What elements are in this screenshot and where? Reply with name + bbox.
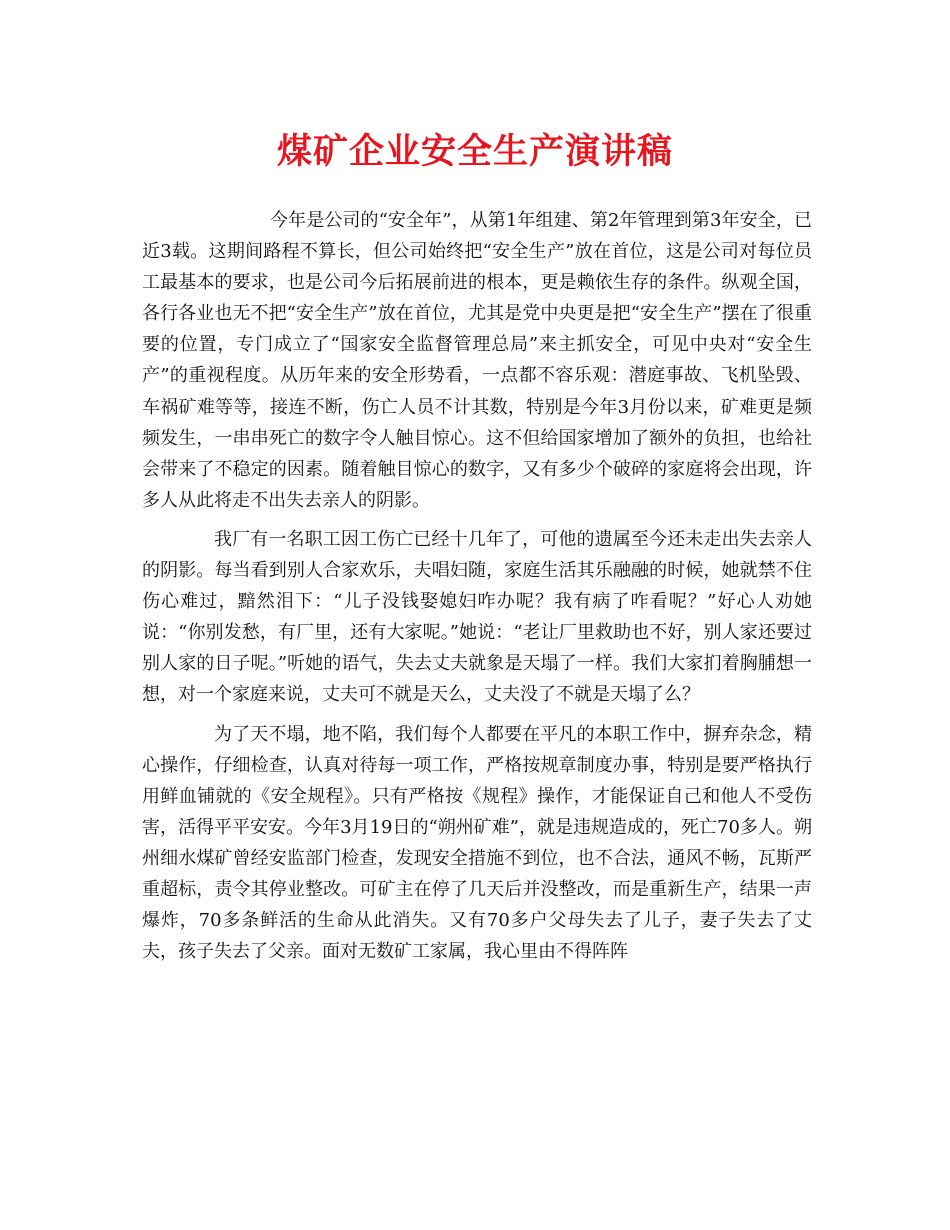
document-title: 煤矿企业安全生产演讲稿: [276, 131, 673, 172]
paragraph-1: 今年是公司的“安全年”，从第1年组建、第2年管理到第3年安全，已近3载。这期间路程不算长，但公司始终把“安全生产”放在首位，这是公司对每位员工最基本的要求，也是公司今后拓展前进的根本，更是赖依生存的条件。纵观全国，各行各业也无不把“安全生产”放在首位，尤其是党中央更是把“安全生产”摆在了很重要的位置，专门成立了“国家安全监督管理总局”来主抓安全，可见中央对“安全生产”的重视程度。从历年来的安全形势看，一点都不容乐观：潜庭事故、飞机坠毁、车祸矿难等等，接连不断，伤亡人员不计其数，特别是今年3月份以来，矿难更是频频发生，一串串死亡的数字令人触目惊心。这不但给国家增加了额外的负担，也给社会带来了不稳定的因素。随着触目惊心的数字，又有多少个破碎的家庭将会出现，许多人从此将走不出失去亲人的阴影。: [142, 210, 812, 511]
paragraph-3: 为了天不塌，地不陷，我们每个人都要在平凡的本职工作中，摒弃杂念，精心操作，仔细检查，认真对待每一项工作，严格按规章制度办事，特别是要严格执行用鲜血铺就的《安全规程》。只有严格按《规程》操作，才能保证自己和他人不受伤害，活得平平安安。今年3月19日的“朔州矿难”，就是违规造成的，死亡70多人。朔州细水煤矿曾经安监部门检查，发现安全措施不到位，也不合法，通风不畅，瓦斯严重超标，责令其停业整改。可矿主在停了几天后并没整改，而是重新生产，结果一声爆炸，70多条鲜活的生命从此消失。又有70多户父母失去了儿子，妻子失去了丈夫，孩子失去了父亲。面对无数矿工家属，我心里由不得阵阵: [142, 723, 812, 963]
paragraph-2: 我厂有一名职工因工伤亡已经十几年了，可他的遗属至今还未走出失去亲人的阴影。每当看到别人合家欢乐，夫唱妇随，家庭生活其乐融融的时候，她就禁不住伤心难过，黯然泪下：“儿子没钱娶媳妇咋办呢？我有病了咋看呢？”好心人劝她说：“你别发愁，有厂里，还有大家呢。”她说：“老让厂里救助也不好，别人家还要过别人家的日子呢。”听她的语气，失去丈夫就象是天塌了一样。我们大家扪着胸脯想一想，对一个家庭来说，丈夫可不就是天么，丈夫没了不就是天塌了么？: [142, 528, 812, 706]
document-body: [142, 205, 812, 967]
